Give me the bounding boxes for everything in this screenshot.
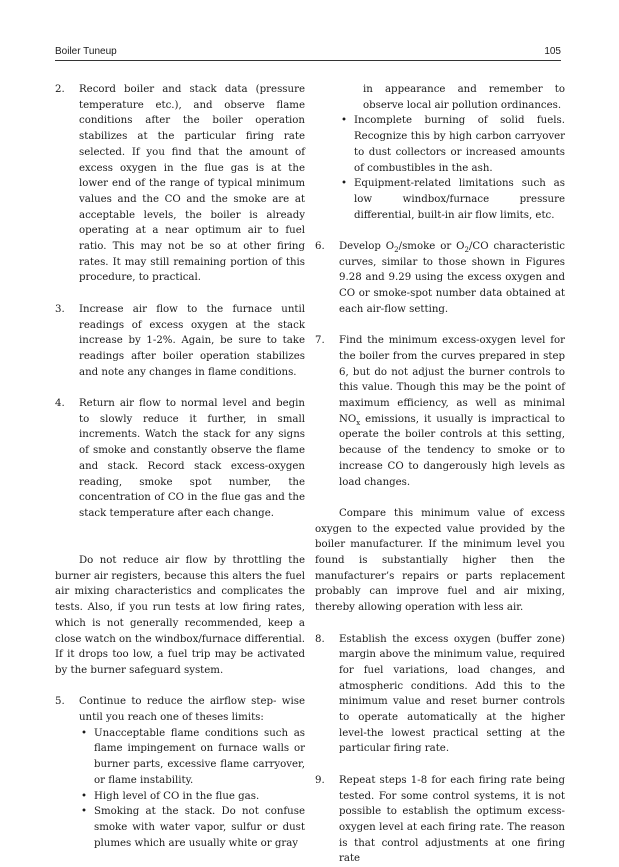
paragraph-compare: Compare this minimum value of excess oxygen to the expected value provided by the boiler manufacturer. If the minimum level you found is substantially higher then the manufacturer’s repairs or parts replacement probably can improve fuel and air mixing, thereby allowing operation with less air. [315,507,565,614]
bullet-continuation: in appearance and remember to observe local air pollution ordinances. [363,84,565,111]
step-number: 7. [315,335,325,347]
step-text: Repeat steps 1-8 for each firing rate being tested. For some control systems, it is not possible to establish the optimum excess-oxygen level at each firing rate. The reason is that control adjustments at one firing rate [339,774,565,865]
step-8 [315,632,565,758]
step-number: 8. [315,633,325,645]
right-column [315,82,565,867]
bullet-icon: • [341,178,348,190]
list-item: • Unacceptable flame conditions such as flame impingement on furnace walls or burner parts, excessive flame carryover, or flame instability. [81,727,305,786]
step-9 [315,773,565,867]
step-7 [315,333,565,490]
list-item: • High level of CO in the flue gas. [79,789,305,805]
bullet-icon: • [81,806,88,818]
list-item: • Incomplete burning of solid fuels. Recognize this by high carbon carryover to dust collectors or increased amounts of combustibles in the ash. [341,115,565,174]
step-number: 2. [55,84,65,95]
page-number: 105 [544,46,561,57]
limit-list-continued [339,113,565,223]
step-text: Find the minimum excess-oxygen level for the boiler from the curves prepared in step 6, but do not adjust the burner controls to this value. Though this may be the point of maximum efficiency, as well as minimal $NO_x$ emissions, it usually is impractical to operate the boiler controls at this setting, because of the tendency to smoke or to increase CO to dangerously high levels as load changes. [339,335,565,488]
step-5 [55,694,305,851]
step-number: 6. [315,241,325,253]
bullet-icon: • [81,790,88,802]
list-item: • Smoking at the stack. Do not confuse smoke with water vapor, sulfur or dust plumes which are usually white or gray [81,806,305,849]
step-text: Return air flow to normal level and begin to slowly reduce it further, in small increments. Watch the stack for any signs of smoke and constantly observe the flame and stack. Record stack excess-oxygen reading, smoke spot number, the concentration of CO in the flue gas and the stack temperature after each change. [79,398,305,519]
bullet-icon: • [81,727,88,739]
step-number: 4. [55,398,65,410]
step-text: Establish the excess oxygen (buffer zone) margin above the minimum value, required for fuel variations, load changes, and atmospheric conditions. Add this to the minimum value and reset burner controls to operate automatically at the higher level-the lowest practical setting at the particular firing rate. [339,633,565,755]
list-item: • Equipment-related limitations such as low windbox/furnace pressure differential, built-in air flow limits, etc. [341,178,565,221]
paragraph-air-registers: Do not reduce air flow by throttling the burner air registers, because this alters the fuel air mixing characteristics and complicates the tests. Also, if you run tests at low firing rates, which is not generally recommended, keep a close watch on the windbox/furnace differential. If it drops too low, a fuel trip may be activated by the burner safeguard system. [55,555,305,676]
limit-list [79,726,305,852]
step-number: 9. [315,774,325,786]
header-title: Boiler Tuneup [55,46,117,57]
step-text: Record boiler and stack data (pressure temperature etc.), and observe flame conditions after the boiler operation stabilizes at the particular firing rate selected. If you find that the amount of excess oxygen in the flue gas is at the lower end of the range of typical minimum values and the CO and the smoke are at acceptable levels, the boiler is already operating at a near optimum air to fuel ratio. This may not be so at other firing rates. It may still remaining portion of this procedure, to practical. [79,84,305,284]
step-text: Continue to reduce the airflow step- wise until you reach one of theses limits: [79,696,305,724]
step-2 [55,82,305,286]
header-rule [55,60,561,61]
left-column [55,82,305,851]
step-3 [55,302,305,381]
step-text: Develop $O_2$/smoke or $O_2/CO$ characteristic curves, similar to those shown in Figures 9.28 and 9.29 using the excess oxygen and CO or smoke-spot number data obtained at each air-flow setting. [339,241,565,315]
step-number: 3. [55,303,65,315]
step-4 [55,396,305,522]
step-text: Increase air flow to the furnace until readings of excess oxygen at the stack increase by 1-2%. Again, be sure to take readings after boiler operation stabilizes and note any changes in flame conditions. [79,303,305,378]
step-number: 5. [55,696,65,708]
step-6 [315,239,565,318]
bullet-icon: • [341,115,348,127]
